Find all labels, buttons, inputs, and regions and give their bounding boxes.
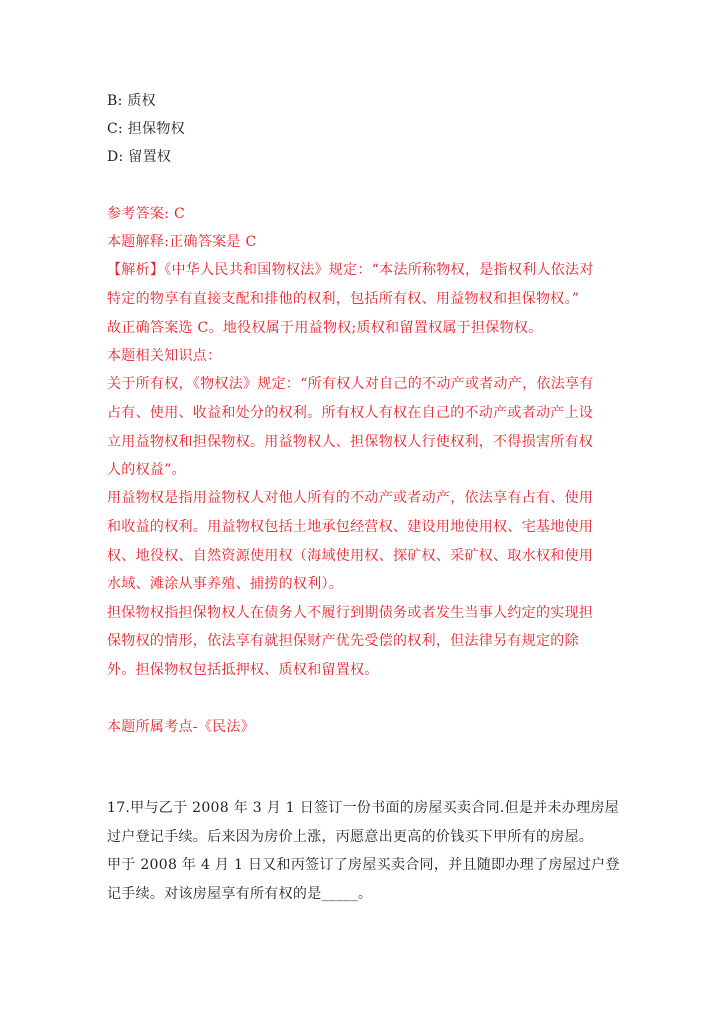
knowledge-line: 关于所有权，《物权法》规定：“所有权人对自己的不动产或者动产，依法享有 [107, 376, 594, 392]
knowledge-line: 人的权益”。 [107, 462, 186, 478]
question-17-line: 过户登记手续。后来因为房价上涨，丙愿意出更高的价钱买下甲所有的房屋。 [107, 829, 594, 845]
knowledge-heading: 本题相关知识点： [107, 348, 222, 364]
knowledge-line: 保物权的情形，依法享有就担保财产优先受偿的权利，但法律另有规定的除 [107, 633, 579, 649]
reference-answer: 参考答案: C [107, 206, 185, 222]
answer-explanation: 本题解释:正确答案是 C [107, 234, 257, 250]
analysis-line: 特定的物享有直接支配和排他的权利，包括所有权、用益物权和担保物权。” [107, 291, 580, 307]
knowledge-line: 立用益物权和担保物权。用益物权人、担保物权人行使权利，不得损害所有权 [107, 434, 594, 450]
analysis-line: 故正确答案选 C。地役权属于用益物权;质权和留置权属于担保物权。 [107, 320, 543, 336]
knowledge-line: 占有、使用、收益和处分的权利。所有权人有权在自己的不动产或者动产上设 [107, 405, 594, 421]
question-17-line: 17.甲与乙于 2008 年 3 月 1 日签订一份书面的房屋买卖合同.但是并未办理房屋 [107, 800, 620, 816]
option-c: C: 担保物权 [107, 121, 185, 137]
question-17-line: 甲于 2008 年 4 月 1 日又和丙签订了房屋买卖合同，并且随即办理了房屋过户登 [107, 857, 620, 873]
knowledge-line: 水域、滩涂从事养殖、捕捞的权利）。 [107, 576, 344, 592]
knowledge-line: 用益物权是指用益物权人对他人所有的不动产或者动产，依法享有占有、使用 [107, 490, 594, 506]
option-b: B: 质权 [107, 93, 156, 109]
option-d: D: 留置权 [107, 149, 172, 165]
knowledge-line: 外。担保物权包括抵押权、质权和留置权。 [107, 662, 379, 678]
knowledge-line: 担保物权指担保物权人在债务人不履行到期债务或者发生当事人约定的实现担 [107, 605, 594, 621]
topic-line: 本题所属考点-《民法》 [107, 719, 256, 735]
knowledge-line: 和收益的权利。用益物权包括土地承包经营权、建设用地使用权、宅基地使用 [107, 519, 594, 535]
question-17-line: 记手续。对该房屋享有所有权的是_____。 [107, 886, 373, 902]
analysis-line: 【解析】《中华人民共和国物权法》规定：“本法所称物权，是指权利人依法对 [107, 262, 594, 278]
knowledge-line: 权、地役权、自然资源使用权（海域使用权、探矿权、采矿权、取水权和使用 [107, 548, 594, 564]
